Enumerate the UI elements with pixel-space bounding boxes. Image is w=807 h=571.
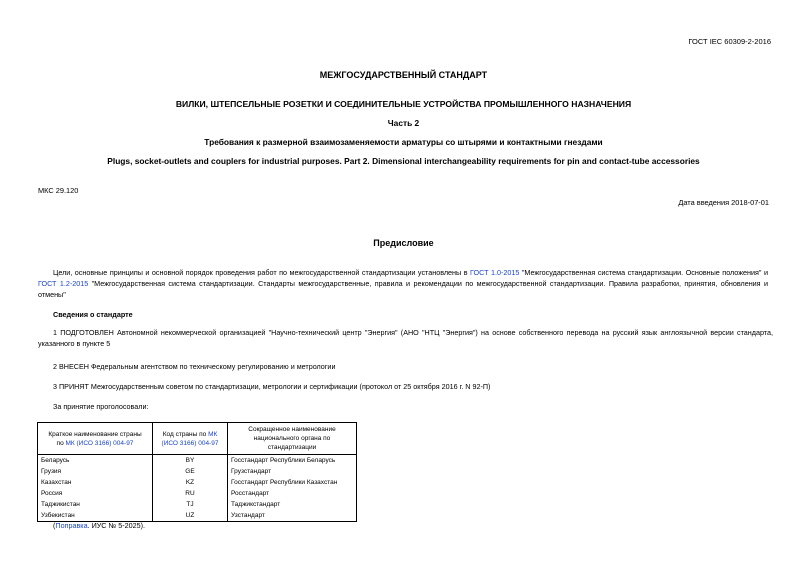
body-cell: Росстандарт bbox=[228, 488, 357, 499]
table-row bbox=[38, 477, 357, 488]
text-segment: "Межгосударственная система стандартизации. Стандарты межгосударственные, правила и рекомендации по межгосударственной стандартизации. Правила разработки, принятия, обновления и отмены" bbox=[38, 279, 768, 299]
standard-type-heading: МЕЖГОСУДАРСТВЕННЫЙ СТАНДАРТ bbox=[319, 70, 488, 80]
text-segment: Цели, основные принципы и основной порядок проведения работ по межгосударственной стандартизации установлены в bbox=[53, 268, 471, 277]
iso-3166-link[interactable]: (ИСО 3166) 004-97 bbox=[161, 439, 219, 447]
english-title: Plugs, socket-outlets and couplers for industrial purposes. Part 2. Dimensional interchangeability requirements for pin and contact-tube accessories bbox=[107, 156, 700, 166]
country-cell: Узбекистан bbox=[38, 510, 153, 522]
info-heading: Сведения о стандарте bbox=[53, 310, 133, 319]
document-code: ГОСТ IEC 60309-2-2016 bbox=[688, 37, 771, 46]
correction-link[interactable]: Поправка bbox=[55, 521, 88, 530]
body-cell: Таджикстандарт bbox=[228, 499, 357, 510]
country-cell: Россия bbox=[38, 488, 153, 499]
table-row bbox=[38, 499, 357, 510]
column-header-country: Краткое наименование страны по МК (ИСО 3166) 004-97 bbox=[38, 423, 153, 455]
table-row bbox=[38, 510, 357, 522]
gost-1-0-link[interactable]: ГОСТ 1.0-2015 bbox=[470, 268, 520, 277]
table-row bbox=[38, 466, 357, 477]
text-segment: "Межгосударственная система стандартизации. Основные положения" и bbox=[519, 268, 768, 277]
part-heading: Часть 2 bbox=[387, 118, 420, 128]
country-cell: Казахстан bbox=[38, 477, 153, 488]
code-cell: KZ bbox=[153, 477, 228, 488]
code-cell: RU bbox=[153, 488, 228, 499]
code-cell: BY bbox=[153, 455, 228, 467]
body-cell: Узстандарт bbox=[228, 510, 357, 522]
mks-code: МКС 29.120 bbox=[38, 186, 79, 195]
column-header-body: Сокращенное наименование национального органа по стандартизации bbox=[228, 423, 357, 455]
foreword-heading: Предисловие bbox=[373, 238, 434, 248]
item-prepared: 1 ПОДГОТОВЛЕН Автономной некоммерческой организацией "Научно-технический центр "Энергия" (АНО "НТЦ "Энергия") на основе собственного перевода на русский язык англоязычной версии стандарта, указанного в пункте 5 bbox=[38, 328, 773, 348]
gost-1-2-link[interactable]: ГОСТ 1.2-2015 bbox=[38, 279, 89, 288]
country-cell: Беларусь bbox=[38, 455, 153, 467]
subtitle: Требования к размерной взаимозаменяемости арматуры со штырями и контактными гнездами bbox=[204, 137, 603, 147]
table-row bbox=[38, 455, 357, 467]
body-cell: Госстандарт Республики Казахстан bbox=[228, 477, 357, 488]
voted-label: За принятие проголосовали: bbox=[53, 402, 149, 411]
country-cell: Таджикистан bbox=[38, 499, 153, 510]
intro-date: Дата введения 2018-07-01 bbox=[678, 198, 769, 207]
mk-iso-link[interactable]: МК (ИСО 3166) 004-97 bbox=[65, 439, 134, 447]
item-adopted: 3 ПРИНЯТ Межгосударственным советом по стандартизации, метрологии и сертификации (протокол от 25 октября 2016 г. N 92-П) bbox=[53, 382, 491, 391]
table-row bbox=[38, 488, 357, 499]
country-cell: Грузия bbox=[38, 466, 153, 477]
code-cell: TJ bbox=[153, 499, 228, 510]
code-cell: UZ bbox=[153, 510, 228, 522]
foreword-paragraph bbox=[38, 267, 768, 300]
column-header-code: Код страны по МК (ИСО 3166) 004-97 bbox=[153, 423, 228, 455]
body-cell: Госстандарт Республики Беларусь bbox=[228, 455, 357, 467]
mk-link[interactable]: МК bbox=[208, 430, 218, 438]
table-header-row bbox=[38, 423, 357, 455]
member-states-table bbox=[37, 422, 357, 522]
code-cell: GE bbox=[153, 466, 228, 477]
body-cell: Грузстандарт bbox=[228, 466, 357, 477]
standard-title: ВИЛКИ, ШТЕПСЕЛЬНЫЕ РОЗЕТКИ И СОЕДИНИТЕЛЬНЫЕ УСТРОЙСТВА ПРОМЫШЛЕННОГО НАЗНАЧЕНИЯ bbox=[175, 99, 632, 109]
correction-note: (Поправка. ИУС № 5-2025). bbox=[53, 521, 145, 530]
item-introduced: 2 ВНЕСЕН Федеральным агентством по техническому регулированию и метрологии bbox=[53, 362, 336, 371]
